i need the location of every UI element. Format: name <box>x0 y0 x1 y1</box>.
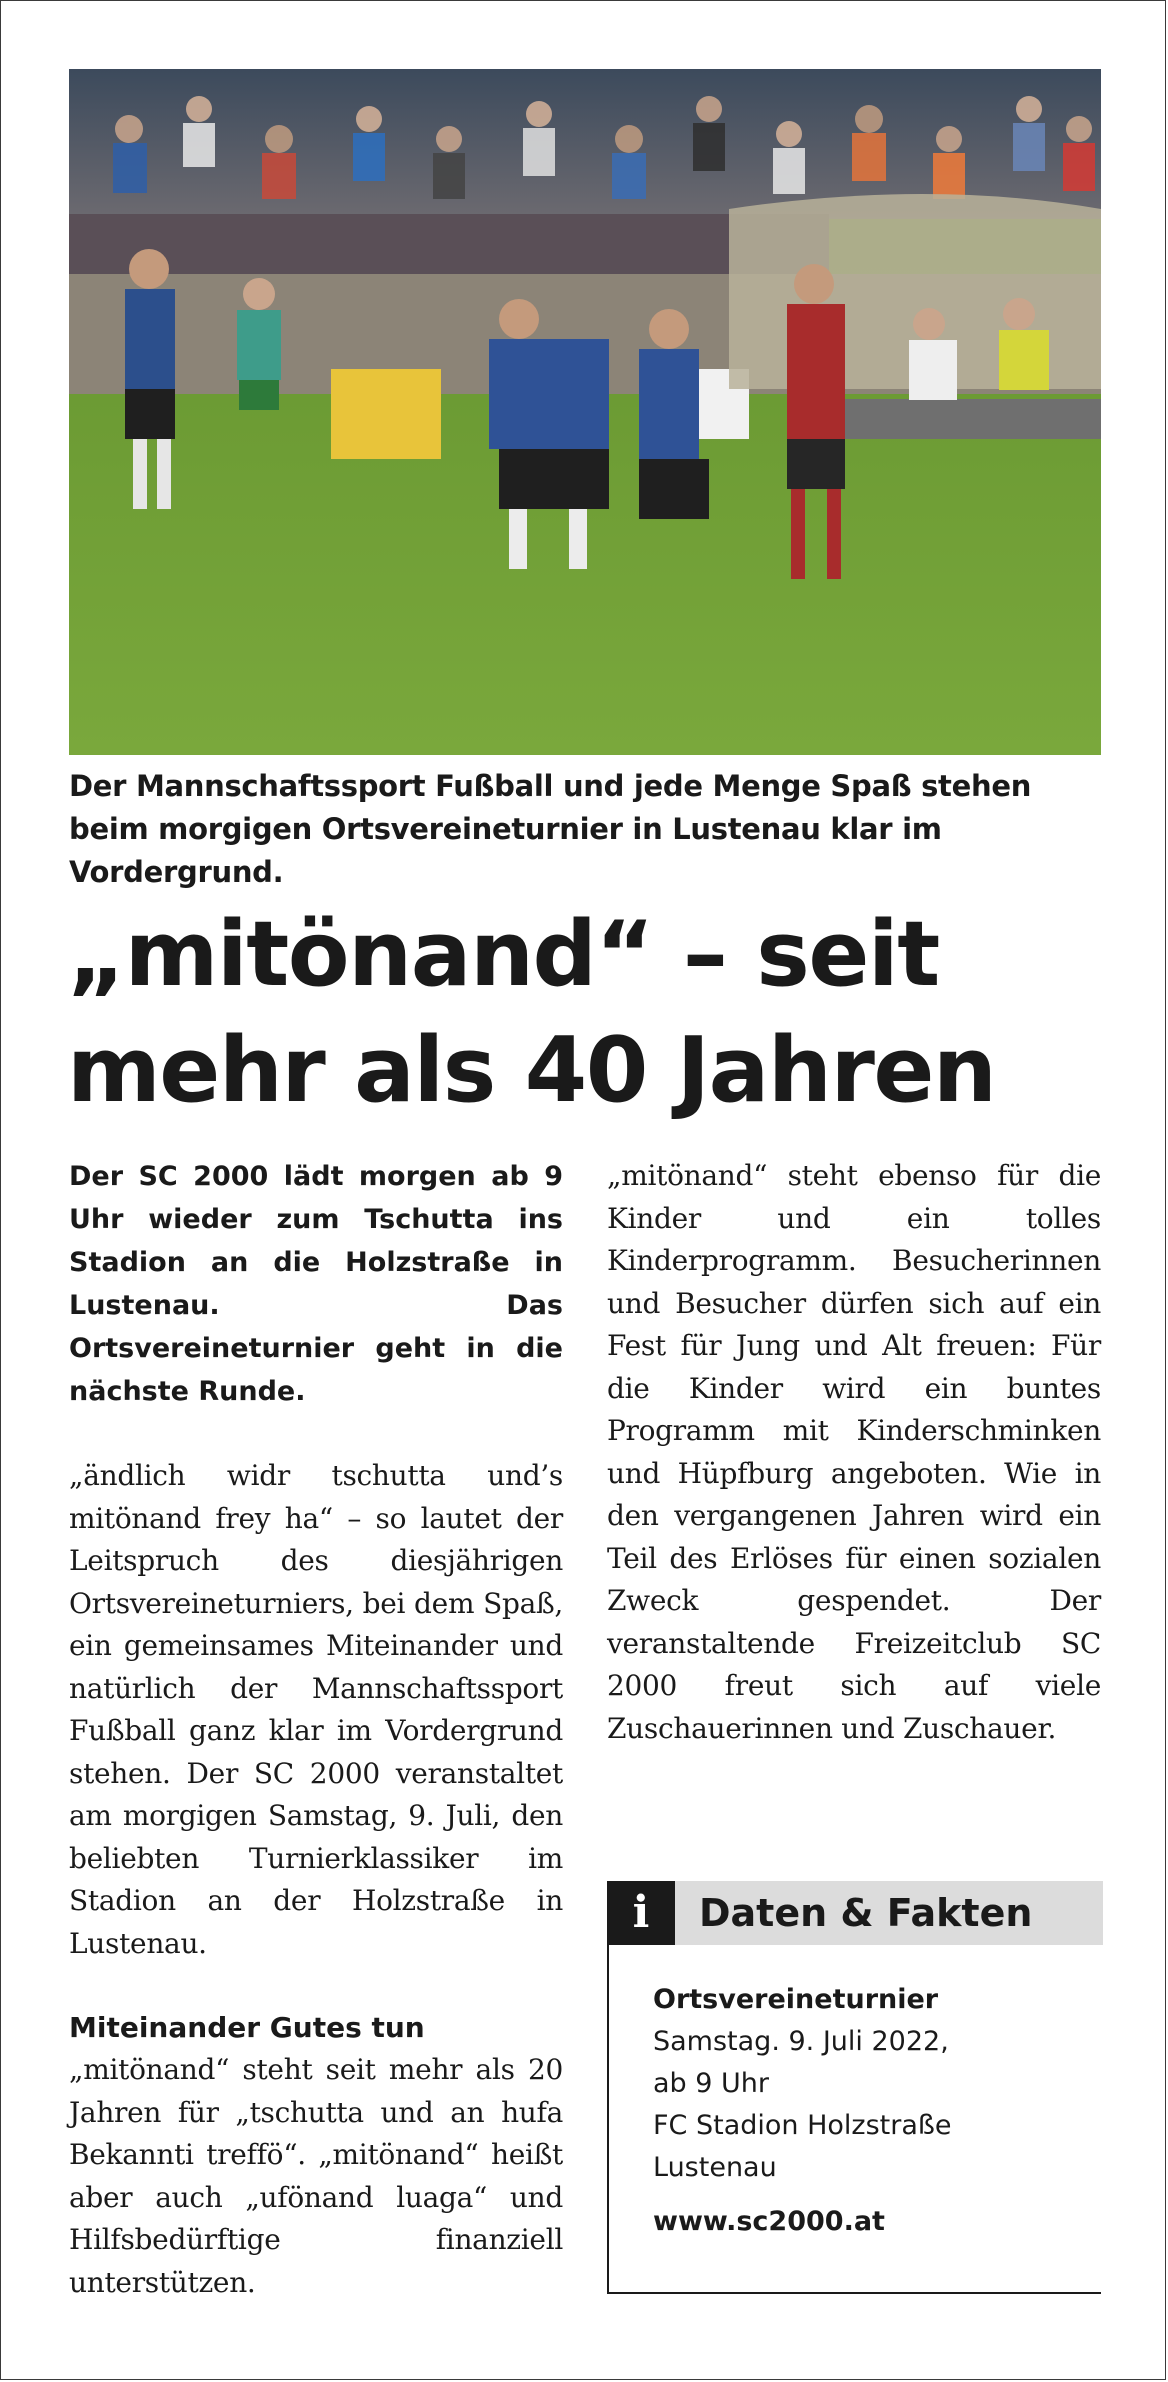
football-celebration-image <box>69 69 1101 755</box>
facts-box-body <box>653 1979 1093 2243</box>
photo-caption: Der Mannschaftssport Fußball und jede Menge Spaß stehen beim morgigen Ortsvereineturnier in Lustenau klar im Vordergrund. <box>69 769 1032 889</box>
article-paragraph: „ändlich widr tschutta und’s mitönand frey ha“ – so lautet der Leitspruch des diesjährigen Ortsvereineturniers, bei dem Spaß, ein gemeinsames Miteinander und natürlich der Mannschaftssport Fußball ganz klar im Vordergrund stehen. Der SC 2000 veranstaltet am morgigen Samstag, 9. Juli, den beliebten Turnierklassiker im Stadion an der Holzstraße in Lustenau. <box>69 1459 563 1960</box>
facts-box-title: Daten & Fakten <box>699 1891 1033 1935</box>
facts-box-header <box>607 1881 1103 1945</box>
event-town: Lustenau <box>653 2152 777 2183</box>
article-column-left <box>69 1155 563 2304</box>
website-link[interactable]: www.sc2000.at <box>653 2206 885 2237</box>
info-icon-glyph: i <box>632 1887 650 1938</box>
article-subhead: Miteinander Gutes tun <box>69 2011 425 2044</box>
article-paragraph: „mitönand“ steht ebenso für die Kinder und ein tolles Kinderprogramm. Besucherinnen und Besucher dürfen sich auf ein Fest für Jung und Alt freuen: Für die Kinder wird ein buntes Programm mit Kinderschminken und Hüpfburg angeboten. Wie in den vergangenen Jahren wird ein Teil des Erlöses für einen sozialen Zweck gespendet. Der veranstaltende Freizeitclub SC 2000 freut sich auf viele Zuschauerinnen und Zuschauer. <box>607 1159 1101 1745</box>
article-paragraph: „mitönand“ steht seit mehr als 20 Jahren für „tschutta und an hufa Bekannti treffö“. „mitönand“ heißt aber auch „ufönand luaga“ und Hilfsbedürftige finanziell unterstützen. <box>69 2053 563 2299</box>
event-time: ab 9 Uhr <box>653 2068 770 2099</box>
headline-line-2: mehr als 40 Jahren <box>67 1018 996 1123</box>
info-icon <box>607 1881 675 1945</box>
event-name: Ortsvereineturnier <box>653 1984 939 2015</box>
article-photo <box>69 69 1101 755</box>
event-date: Samstag. 9. Juli 2022, <box>653 2026 949 2057</box>
facts-box <box>607 1881 1101 2294</box>
headline-line-1: „mitönand“ – seit <box>67 902 939 1007</box>
article-lead: Der SC 2000 lädt morgen ab 9 Uhr wieder zum Tschutta ins Stadion an die Holzstraße in Lustenau. Das Ortsvereineturnier geht in die nächste Runde. <box>69 1161 563 1407</box>
article-headline <box>67 897 1107 1129</box>
event-venue: FC Stadion Holzstraße <box>653 2110 952 2141</box>
article-column-right <box>607 1155 1101 1750</box>
